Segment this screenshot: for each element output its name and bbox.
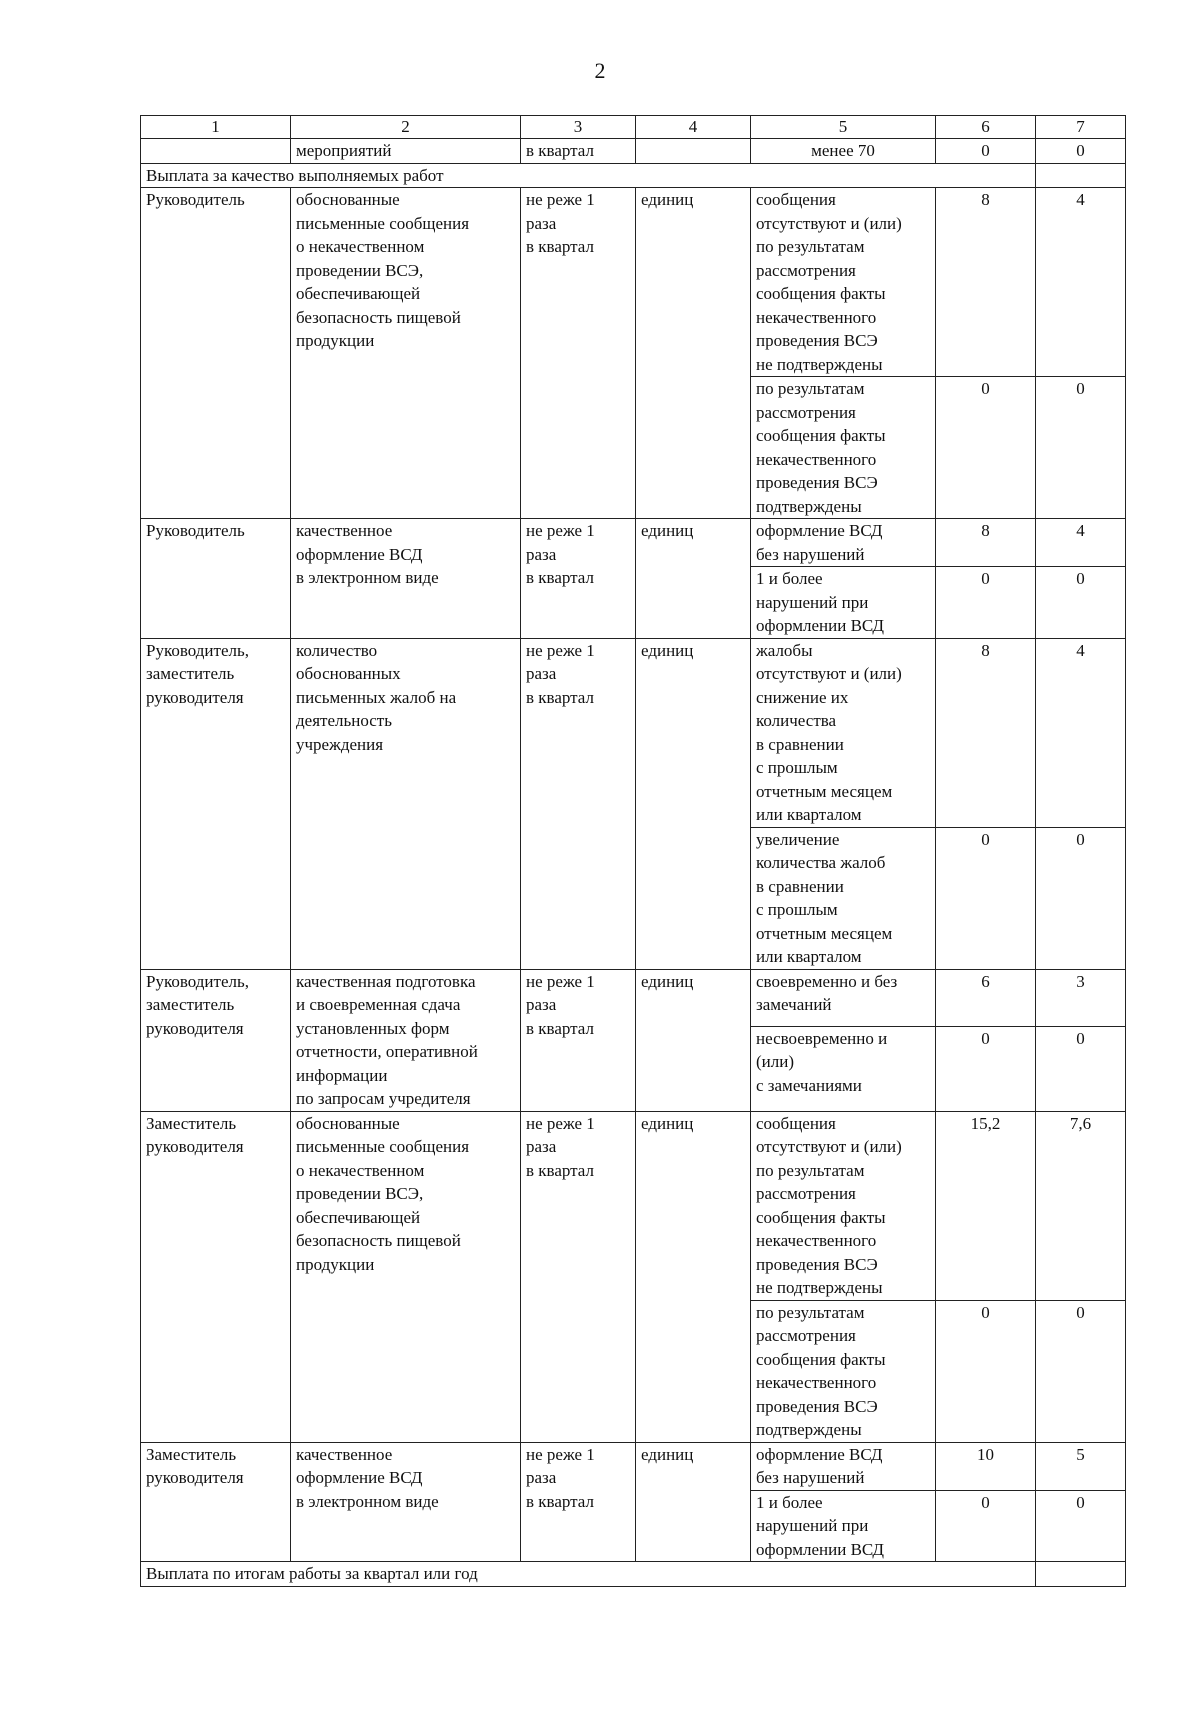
indicator-cell: мероприятий — [291, 139, 521, 164]
column-number: 5 — [751, 116, 936, 139]
value-col6-cell: 0 — [936, 827, 1036, 969]
column-number: 1 — [141, 116, 291, 139]
column-number: 4 — [636, 116, 751, 139]
criteria-row — [141, 638, 1126, 827]
position-cell: Руководитель — [141, 188, 291, 519]
criteria-cell: жалобы отсутствуют и (или) снижение их количества в сравнении с прошлым отчетным месяцем или кварталом — [751, 638, 936, 827]
unit-cell: единиц — [636, 1442, 751, 1562]
value-col6-cell: 0 — [936, 1490, 1036, 1562]
criteria-cell: увеличение количества жалоб в сравнении с прошлым отчетным месяцем или кварталом — [751, 827, 936, 969]
column-number: 7 — [1036, 116, 1126, 139]
value-col6-cell: 8 — [936, 519, 1036, 567]
unit-cell: единиц — [636, 519, 751, 639]
section-row-results — [141, 1562, 1126, 1587]
value-col7-cell: 4 — [1036, 519, 1126, 567]
indicator-cell: обоснованные письменные сообщения о некачественном проведении ВСЭ, обеспечивающей безопасность пищевой продукции — [291, 1111, 521, 1442]
criteria-row — [141, 1442, 1126, 1490]
value-col7-cell: 0 — [1036, 567, 1126, 639]
column-number: 3 — [521, 116, 636, 139]
value-col6-cell: 6 — [936, 969, 1036, 1026]
value-col6-cell: 10 — [936, 1442, 1036, 1490]
criteria-cell: оформление ВСД без нарушений — [751, 1442, 936, 1490]
payment-criteria-table — [140, 115, 1126, 1587]
unit-cell: единиц — [636, 188, 751, 519]
periodicity-cell: не реже 1 раза в квартал — [521, 638, 636, 969]
periodicity-cell: в квартал — [521, 139, 636, 164]
section-title-results: Выплата по итогам работы за квартал или год — [141, 1562, 1036, 1587]
criteria-row — [141, 519, 1126, 567]
periodicity-cell: не реже 1 раза в квартал — [521, 969, 636, 1111]
criteria-cell: своевременно и без замечаний — [751, 969, 936, 1026]
criteria-row — [141, 188, 1126, 377]
indicator-cell: качественная подготовка и своевременная сдача установленных форм отчетности, оперативной информации по запросам учредителя — [291, 969, 521, 1111]
criteria-cell: по результатам рассмотрения сообщения факты некачественного проведения ВСЭ подтверждены — [751, 1300, 936, 1442]
column-number: 6 — [936, 116, 1036, 139]
value-col7-cell: 0 — [1036, 827, 1126, 969]
value-col6-cell: 15,2 — [936, 1111, 1036, 1300]
value-col7-cell: 0 — [1036, 1026, 1126, 1111]
indicator-cell: обоснованные письменные сообщения о некачественном проведении ВСЭ, обеспечивающей безопасность пищевой продукции — [291, 188, 521, 519]
periodicity-cell: не реже 1 раза в квартал — [521, 1111, 636, 1442]
column-numbers-row — [141, 116, 1126, 139]
value-col6-cell: 8 — [936, 188, 1036, 377]
position-cell — [141, 139, 291, 164]
indicator-cell: количество обоснованных письменных жалоб на деятельность учреждения — [291, 638, 521, 969]
periodicity-cell: не реже 1 раза в квартал — [521, 1442, 636, 1562]
value-col7-cell: 4 — [1036, 638, 1126, 827]
value-col7-cell: 0 — [1036, 139, 1126, 164]
indicator-cell: качественное оформление ВСД в электронном виде — [291, 519, 521, 639]
position-cell: Руководитель, заместитель руководителя — [141, 969, 291, 1111]
periodicity-cell: не реже 1 раза в квартал — [521, 519, 636, 639]
criteria-cell: сообщения отсутствуют и (или) по результатам рассмотрения сообщения факты некачественного проведения ВСЭ не подтверждены — [751, 188, 936, 377]
criteria-row — [141, 1111, 1126, 1300]
position-cell: Руководитель — [141, 519, 291, 639]
section-empty-cell — [1036, 1562, 1126, 1587]
unit-cell: единиц — [636, 638, 751, 969]
criteria-cell: оформление ВСД без нарушений — [751, 519, 936, 567]
criteria-cell: несвоевременно и (или) с замечаниями — [751, 1026, 936, 1111]
value-col6-cell: 0 — [936, 377, 1036, 519]
continuation-row — [141, 139, 1126, 164]
value-col6-cell: 0 — [936, 139, 1036, 164]
value-col7-cell: 0 — [1036, 1490, 1126, 1562]
value-col7-cell: 5 — [1036, 1442, 1126, 1490]
position-cell: Заместитель руководителя — [141, 1442, 291, 1562]
criteria-cell: 1 и более нарушений при оформлении ВСД — [751, 567, 936, 639]
criteria-cell: по результатам рассмотрения сообщения факты некачественного проведения ВСЭ подтверждены — [751, 377, 936, 519]
indicator-cell: качественное оформление ВСД в электронном виде — [291, 1442, 521, 1562]
criteria-cell: сообщения отсутствуют и (или) по результатам рассмотрения сообщения факты некачественного проведения ВСЭ не подтверждены — [751, 1111, 936, 1300]
value-col6-cell: 0 — [936, 1300, 1036, 1442]
value-col7-cell: 4 — [1036, 188, 1126, 377]
criteria-cell: 1 и более нарушений при оформлении ВСД — [751, 1490, 936, 1562]
criteria-row — [141, 969, 1126, 1026]
value-col6-cell: 8 — [936, 638, 1036, 827]
value-col7-cell: 7,6 — [1036, 1111, 1126, 1300]
position-cell: Заместитель руководителя — [141, 1111, 291, 1442]
value-col6-cell: 0 — [936, 1026, 1036, 1111]
column-number: 2 — [291, 116, 521, 139]
page-number: 2 — [594, 58, 606, 83]
section-empty-cell — [1036, 163, 1126, 188]
unit-cell: единиц — [636, 969, 751, 1111]
value-col7-cell: 3 — [1036, 969, 1126, 1026]
periodicity-cell: не реже 1 раза в квартал — [521, 188, 636, 519]
section-title-quality: Выплата за качество выполняемых работ — [141, 163, 1036, 188]
value-col7-cell: 0 — [1036, 377, 1126, 519]
unit-cell: единиц — [636, 1111, 751, 1442]
position-cell: Руководитель, заместитель руководителя — [141, 638, 291, 969]
value-col6-cell: 0 — [936, 567, 1036, 639]
value-col7-cell: 0 — [1036, 1300, 1126, 1442]
unit-cell — [636, 139, 751, 164]
section-row-quality — [141, 163, 1126, 188]
criteria-cell: менее 70 — [751, 139, 936, 164]
